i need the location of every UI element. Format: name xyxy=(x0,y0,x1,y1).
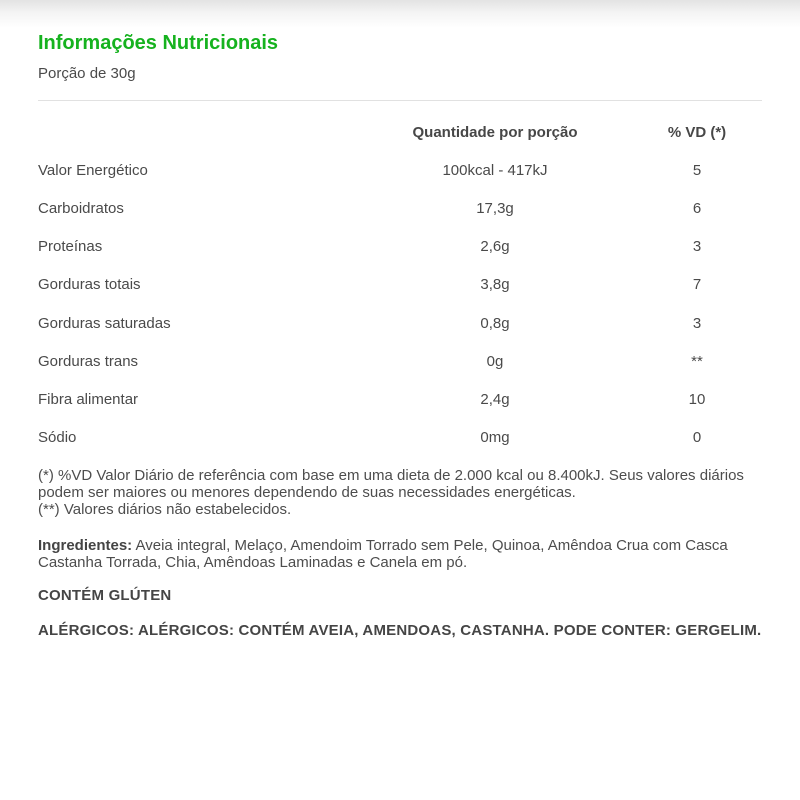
row-quantity: 2,4g xyxy=(480,390,510,408)
table-row xyxy=(38,342,762,380)
row-dv: 5 xyxy=(692,161,702,179)
row-dv: 3 xyxy=(692,238,702,256)
table-row xyxy=(38,189,762,227)
nutrition-table xyxy=(38,113,762,457)
row-label: Carboidratos xyxy=(38,199,124,217)
row-dv: 7 xyxy=(692,276,702,294)
nutrition-panel xyxy=(0,30,800,639)
table-row xyxy=(38,419,762,457)
column-header-dv: % VD (*) xyxy=(667,123,727,141)
table-row xyxy=(38,380,762,418)
row-dv: ** xyxy=(691,352,703,370)
row-quantity: 0mg xyxy=(480,429,510,447)
row-label: Gorduras saturadas xyxy=(38,314,171,332)
row-label: Sódio xyxy=(38,429,77,447)
table-header-row xyxy=(38,113,762,151)
top-shadow-gradient xyxy=(0,0,800,28)
ingredients-paragraph xyxy=(38,537,762,571)
row-label: Proteínas xyxy=(38,238,103,256)
table-row xyxy=(38,266,762,304)
section-divider xyxy=(38,100,762,101)
table-row xyxy=(38,304,762,342)
gluten-notice: CONTÉM GLÚTEN xyxy=(38,586,172,604)
row-quantity: 0,8g xyxy=(480,314,510,332)
ingredients-label: Ingredientes: xyxy=(38,536,133,554)
table-row xyxy=(38,228,762,266)
column-header-quantity: Quantidade por porção xyxy=(412,123,578,141)
row-quantity: 100kcal - 417kJ xyxy=(442,161,548,179)
row-dv: 10 xyxy=(688,390,706,408)
row-dv: 3 xyxy=(692,314,702,332)
row-label: Gorduras trans xyxy=(38,352,139,370)
ingredients-text: Aveia integral, Melaço, Amendoim Torrado sem Pele, Quinoa, Amêndoa Crua com Casca Castanha Torrada, Chia, Amêndoas Laminadas e Canela em pó. xyxy=(38,536,728,571)
page-title: Informações Nutricionais xyxy=(38,32,279,54)
row-quantity: 2,6g xyxy=(480,238,510,256)
row-label: Gorduras totais xyxy=(38,276,141,294)
row-quantity: 17,3g xyxy=(476,199,514,217)
row-label: Valor Energético xyxy=(38,161,148,179)
row-quantity: 0g xyxy=(486,352,504,370)
allergens-notice: ALÉRGICOS: ALÉRGICOS: CONTÉM AVEIA, AMENDOAS, CASTANHA. PODE CONTER: GERGELIM. xyxy=(38,621,762,639)
not-established-note: (**) Valores diários não estabelecidos. xyxy=(38,500,292,518)
footnotes-block xyxy=(38,467,762,518)
row-dv: 6 xyxy=(692,199,702,217)
table-row xyxy=(38,151,762,189)
row-quantity: 3,8g xyxy=(480,276,510,294)
row-label: Fibra alimentar xyxy=(38,390,139,408)
serving-size-text: Porção de 30g xyxy=(38,65,136,82)
dv-reference-note: (*) %VD Valor Diário de referência com base em uma dieta de 2.000 kcal ou 8.400kJ. Seus valores diários podem ser maiores ou menores dependendo de suas necessidades energéticas. xyxy=(38,466,744,501)
row-dv: 0 xyxy=(692,429,702,447)
